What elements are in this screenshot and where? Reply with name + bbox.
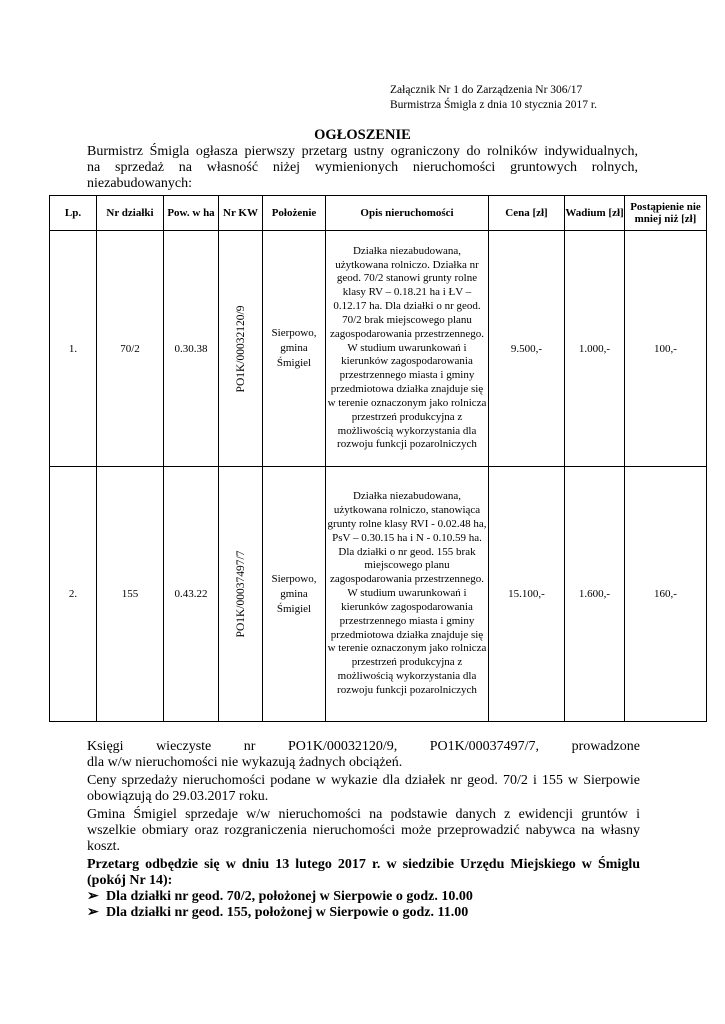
- survey-paragraph: Gmina Śmigiel sprzedaje w/w nieruchomości na podstawie danych z ewidencji gruntów i wszelkie obmiary oraz rozgraniczenia nieruchomości może przeprowadzić nabywca na własny koszt.: [87, 807, 640, 854]
- cell-nr-dzialki: 155: [97, 467, 164, 722]
- bullet-text: Dla działki nr geod. 155, położonej w Sierpowie o godz. 11.00: [106, 905, 469, 920]
- intro-paragraph: [87, 144, 638, 192]
- cell-nr-kw: [219, 231, 263, 467]
- intro-line-1: Burmistrz Śmigla ogłasza pierwszy przetarg ustny ograniczony do rolników indywidualnych,: [87, 144, 638, 159]
- cell-postapienie: 100,-: [625, 231, 707, 467]
- table-row: [50, 467, 707, 722]
- mortgage-line-1: Księgi wieczyste nr PO1K/00032120/9, PO1K/00037497/7, prowadzone: [87, 739, 640, 754]
- kw-number: PO1K/00032120/9: [234, 305, 247, 392]
- cell-wadium: 1.600,-: [565, 467, 625, 722]
- header-postapienie: Postąpienie nie mniej niż [zł]: [625, 196, 707, 231]
- annex-reference: [390, 83, 597, 113]
- cell-polozenie: Sierpowo, gmina Śmigiel: [263, 467, 326, 722]
- properties-table: [49, 195, 707, 722]
- auction-date-paragraph: Przetarg odbędzie się w dniu 13 lutego 2017 r. w siedzibie Urzędu Miejskiego w Śmiglu (pokój Nr 14):: [87, 857, 640, 888]
- list-item: [87, 889, 640, 905]
- cell-polozenie: Sierpowo, gmina Śmigiel: [263, 231, 326, 467]
- header-lp: Lp.: [50, 196, 97, 231]
- cell-cena: 15.100,-: [489, 467, 565, 722]
- header-wadium: Wadium [zł]: [565, 196, 625, 231]
- arrow-bullet-icon: ➢: [87, 905, 99, 920]
- header-cena: Cena [zł]: [489, 196, 565, 231]
- header-nr-kw: Nr KW: [219, 196, 263, 231]
- intro-line-3: niezabudowanych:: [87, 176, 192, 191]
- footer-notes: [87, 739, 640, 921]
- price-validity-paragraph: Ceny sprzedaży nieruchomości podane w wykazie dla działek nr geod. 70/2 i 155 w Sierpowie obowiązują do 29.03.2017 roku.: [87, 773, 640, 804]
- mortgage-line-2: dla w/w nieruchomości nie wykazują żadnych obciążeń.: [87, 755, 403, 770]
- annex-line-1: Załącznik Nr 1 do Zarządzenia Nr 306/17: [390, 84, 583, 96]
- cell-nr-kw: [219, 467, 263, 722]
- cell-pow: 0.30.38: [164, 231, 219, 467]
- bullet-text: Dla działki nr geod. 70/2, położonej w Sierpowie o godz. 10.00: [106, 889, 473, 904]
- cell-opis: Działka niezabudowana, użytkowana rolniczo. Działka nr geod. 70/2 stanowi grunty rolne klasy RV – 0.18.21 ha i ŁV – 0.12.17 ha. Dla działki o nr geod. 70/2 brak miejscowego planu zagospodarowania przestrzennego. W studium uwarunkowań i kierunków zagospodarowania przestrzennego miasta i gminy przedmiotowa działka znajduje się w terenie oznaczonym jako rolnicza przestrzeń produkcyjna z możliwością wykorzystania dla rozwoju funkcji pozarolniczych: [326, 231, 489, 467]
- cell-wadium: 1.000,-: [565, 231, 625, 467]
- header-nr-dzialki: Nr działki: [97, 196, 164, 231]
- page-title: OGŁOSZENIE: [314, 127, 411, 143]
- cell-postapienie: 160,-: [625, 467, 707, 722]
- header-pow: Pow. w ha: [164, 196, 219, 231]
- cell-lp: 2.: [50, 467, 97, 722]
- cell-nr-dzialki: 70/2: [97, 231, 164, 467]
- header-polozenie: Położenie: [263, 196, 326, 231]
- cell-opis: Działka niezabudowana, użytkowana rolniczo, stanowiąca grunty rolne klasy RVI - 0.02.48 ha, PsV – 0.30.15 ha i N - 0.10.59 ha. Dla działki o nr geod. 155 brak miejscowego planu zagospodarowania przestrzennego. W studium uwarunkowań i kierunków zagospodarowania przestrzennego miasta i gminy przedmiotowa działka znajduje się w terenie oznaczonym jako rolnicza przestrzeń produkcyjna z możliwością wykorzystania dla rozwoju funkcji pozarolniczych: [326, 467, 489, 722]
- header-opis: Opis nieruchomości: [326, 196, 489, 231]
- list-item: [87, 905, 640, 921]
- cell-lp: 1.: [50, 231, 97, 467]
- cell-cena: 9.500,-: [489, 231, 565, 467]
- table-row: [50, 231, 707, 467]
- cell-pow: 0.43.22: [164, 467, 219, 722]
- intro-line-2: na sprzedaż na własność niżej wymienionych nieruchomości gruntowych rolnych,: [87, 160, 638, 175]
- annex-line-2: Burmistrza Śmigla z dnia 10 stycznia 2017 r.: [390, 99, 597, 111]
- table-header-row: [50, 196, 707, 231]
- arrow-bullet-icon: ➢: [87, 889, 99, 904]
- kw-number: PO1K/00037497/7: [234, 550, 247, 638]
